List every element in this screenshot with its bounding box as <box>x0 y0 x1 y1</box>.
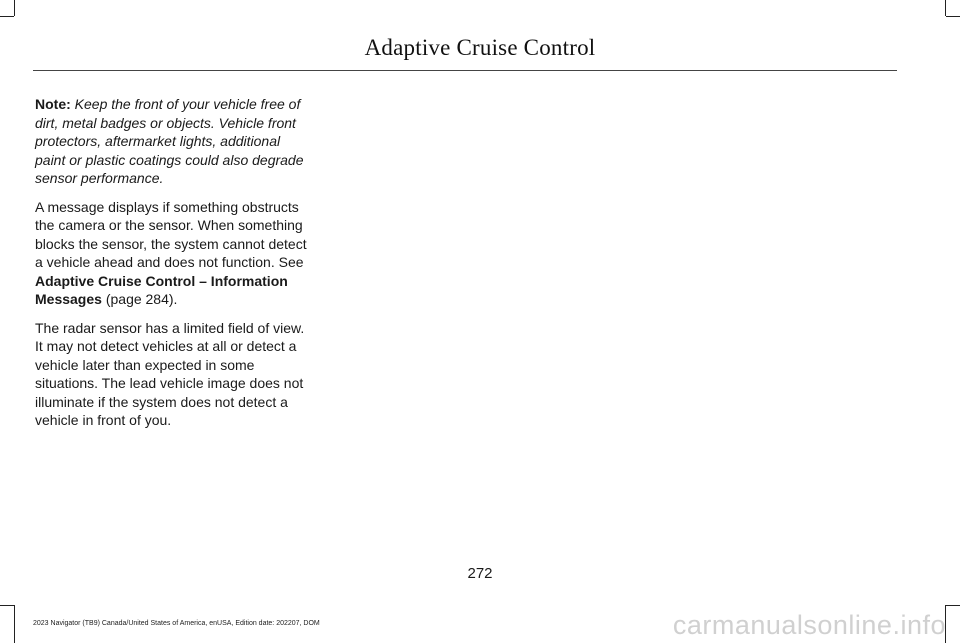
radar-paragraph: The radar sensor has a limited field of view. It may not detect vehicles at all or detect a vehicle later than expected in some situations. The lead vehicle image does not illuminate if the system does not detect a vehicle in front of you. <box>35 319 305 428</box>
note-text: Keep the front of your vehicle free of dirt, metal badges or objects. Vehicle front protectors, aftermarket lights, additional paint or plastic coatings could also degrade sensor performance. <box>35 96 304 186</box>
watermark: carmanualsonline.info <box>672 610 946 640</box>
edition-footer: 2023 Navigator (TB9) Canada/United States of America, enUSA, Edition date: 202207, DOM <box>33 620 320 627</box>
crop-mark-bottom-left-h <box>0 605 14 606</box>
crop-mark-bottom-right-h <box>946 605 960 606</box>
crop-mark-top-right-h <box>946 16 960 17</box>
page-reference: (page 284). <box>105 291 178 307</box>
note-paragraph <box>35 95 307 188</box>
text-column <box>35 95 307 440</box>
obstruction-paragraph <box>35 198 307 309</box>
page-number: 272 <box>467 565 493 582</box>
crop-mark-bottom-left-v <box>14 605 15 643</box>
header-rule <box>33 70 897 71</box>
crop-mark-top-left-h <box>0 16 14 17</box>
crop-mark-top-left-v <box>14 0 15 16</box>
obstruction-text: A message displays if something obstructs the camera or the sensor. When something blocks the sensor, the system cannot detect a vehicle ahead and does not function. See <box>35 198 307 270</box>
note-label: Note: <box>35 96 71 112</box>
info-messages-link[interactable]: Adaptive Cruise Control – Information Messages <box>35 272 288 307</box>
page-title: Adaptive Cruise Control <box>364 35 596 60</box>
crop-mark-top-right-v <box>945 0 946 16</box>
